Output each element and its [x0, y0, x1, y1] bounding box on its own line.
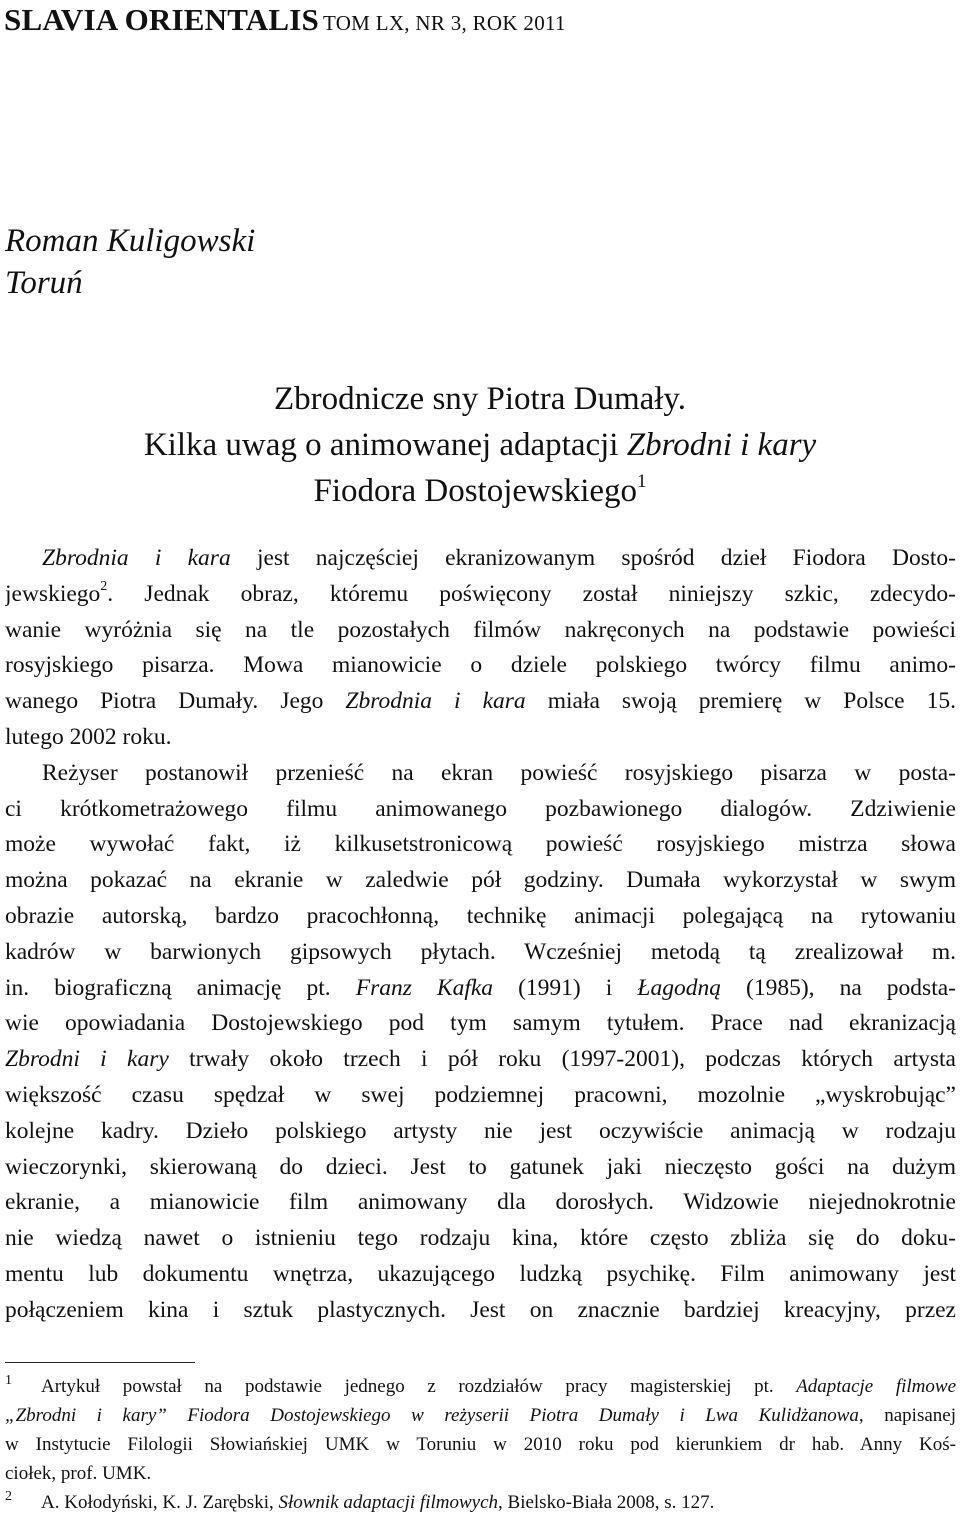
footnote-1-line: w Instytucie Filologii Słowiańskiej UMK w Toruniu w 2010 roku pod kierunkiem dr hab. Anny Koś-	[5, 1434, 956, 1455]
italic-title-ref: Słownik adaptacji filmowych	[278, 1492, 499, 1513]
author-name: Roman Kuligowski	[5, 223, 256, 259]
body-line: lutego 2002 roku.	[5, 723, 172, 750]
text-run: (1991) i	[493, 974, 638, 1001]
body-line: ci krótkometrażowego filmu animowanego pozbawionego dialogów. Zdziwienie	[5, 795, 956, 822]
body-line	[5, 684, 956, 720]
footnote-2-line: 2 A. Kołodyński, K. J. Zarębski, Słownik adaptacji filmowych, Bielsko-Biała 2008, s. 127.	[5, 1489, 715, 1513]
body-line: mentu lub dokumentu wnętrza, ukazującego ludzką psychikę. Film animowany jest	[5, 1260, 956, 1287]
text-run: jest najczęściej ekranizowanym spośród dzieł Fiodora Dosto-	[230, 545, 956, 571]
italic-title-ref: Adaptacje filmowe	[796, 1376, 956, 1397]
body-line: Reżyser postanowił przenieść na ekran powieść rosyjskiego pisarza w posta-	[42, 759, 956, 786]
body-line: ekranie, a mianowicie film animowany dla dorosłych. Widzowie niejednokrotnie	[5, 1189, 956, 1216]
article-title	[0, 376, 960, 514]
body-line: większość czasu spędzał w swej podziemnej pracowni, mozolnie „wyskrobując”	[5, 1081, 956, 1108]
body-line: rosyjskiego pisarza. Mowa mianowicie o dziele polskiego twórcy filmu animo-	[5, 652, 956, 679]
journal-header	[4, 2, 566, 38]
text-run: (1985), na podsta-	[720, 974, 956, 1001]
text-run: A. Kołodyński, K. J. Zarębski,	[41, 1492, 279, 1513]
author-block	[5, 220, 255, 304]
body-line	[5, 577, 956, 613]
footnote-1-line: ciołek, prof. UMK.	[5, 1463, 152, 1484]
body-line: kolejne kadry. Dzieło polskiego artysty nie jest oczywiście animacją w rodzaju	[5, 1117, 956, 1144]
title-footnote-ref[interactable]: 1	[637, 470, 647, 492]
text-run: , napisanej	[858, 1405, 956, 1426]
footnote-1-line	[5, 1401, 956, 1430]
title-line-3	[0, 468, 960, 514]
body-line: wanie wyróżnia się na tle pozostałych filmów nakręconych na podstawie powieści	[5, 616, 956, 643]
italic-title-ref: „Zbrodni i kary” Fiodora Dostojewskiego w reżyserii Piotra Dumały i Lwa Kulidżanowa	[5, 1405, 859, 1426]
body-line: wie opowiadania Dostojewskiego pod tym samym tytułem. Prace nad ekranizacją	[5, 1010, 956, 1037]
text-run: jewskiego	[5, 580, 101, 607]
title-line-2-italic: Zbrodni i kary	[626, 427, 817, 463]
title-line-1: Zbrodnicze sny Piotra Dumały.	[273, 381, 687, 417]
italic-title-ref: Zbrodnia i kara	[42, 545, 231, 571]
title-line-2	[0, 422, 960, 468]
body-line: może wywołać fakt, iż kilkusetstronicową powieść rosyjskiego mistrza słowa	[5, 831, 956, 858]
body-line	[5, 541, 956, 577]
body-line: nie wiedzą nawet o istnieniu tego rodzaju kina, które często zbliża się do doku-	[5, 1225, 956, 1252]
footnote-ref-2[interactable]: 2	[100, 578, 108, 594]
title-line-3-text: Fiodora Dostojewskiego	[313, 473, 638, 509]
journal-issue: TOM LX, NR 3, ROK 2011	[322, 11, 566, 35]
body-line: połączeniem kina i sztuk plastycznych. Jest on znacznie bardziej kreacyjny, przez	[5, 1296, 956, 1323]
author-city: Toruń	[5, 265, 83, 301]
body-line: kadrów w barwionych gipsowych płytach. Wcześniej metodą tą zrealizował m.	[5, 938, 956, 965]
italic-title-ref: Łagodną	[637, 974, 721, 1001]
text-run: Artykuł powstał na podstawie jednego z rozdziałów pracy magisterskiej pt.	[41, 1376, 797, 1397]
text-run: . Jednak obraz, któremu poświęcony został niniejszy szkic, zdecydo-	[107, 580, 956, 607]
italic-title-ref: Franz Kafka	[355, 974, 494, 1001]
italic-title-ref: Zbrodnia i kara	[345, 688, 526, 715]
article-body	[5, 541, 956, 1329]
text-run: miała swoją premierę w Polsce 15.	[525, 688, 956, 715]
text-run: in. biograficzną animację pt.	[5, 974, 356, 1001]
body-line	[5, 1042, 956, 1078]
text-run: , Bielsko-Biała 2008, s. 127.	[498, 1492, 715, 1513]
journal-name: SLAVIA ORIENTALIS	[4, 2, 319, 37]
footnote-1-line: 1 Artykuł powstał na podstawie jednego z rozdziałów pracy magisterskiej pt. Adaptacje filmowe	[5, 1373, 956, 1397]
text-run: trwały około trzech i pół roku (1997-2001), podczas których artysta	[168, 1046, 956, 1073]
body-line: obrazie autorską, bardzo pracochłonną, technikę animacji polegającą na rytowaniu	[5, 902, 956, 929]
body-line: można pokazać na ekranie w zaledwie pół godziny. Dumała wykorzystał w swym	[5, 867, 956, 894]
text-run: wanego Piotra Dumały. Jego	[5, 688, 346, 715]
italic-title-ref: Zbrodni i kary	[5, 1046, 169, 1073]
footnote-separator	[5, 1362, 195, 1363]
body-line: wieczorynki, skierowaną do dzieci. Jest to gatunek jaki nieczęsto gości na dużym	[5, 1153, 956, 1180]
title-line-2-text: Kilka uwag o animowanej adaptacji	[143, 427, 627, 463]
footnotes	[5, 1372, 956, 1517]
body-line	[5, 971, 956, 1007]
